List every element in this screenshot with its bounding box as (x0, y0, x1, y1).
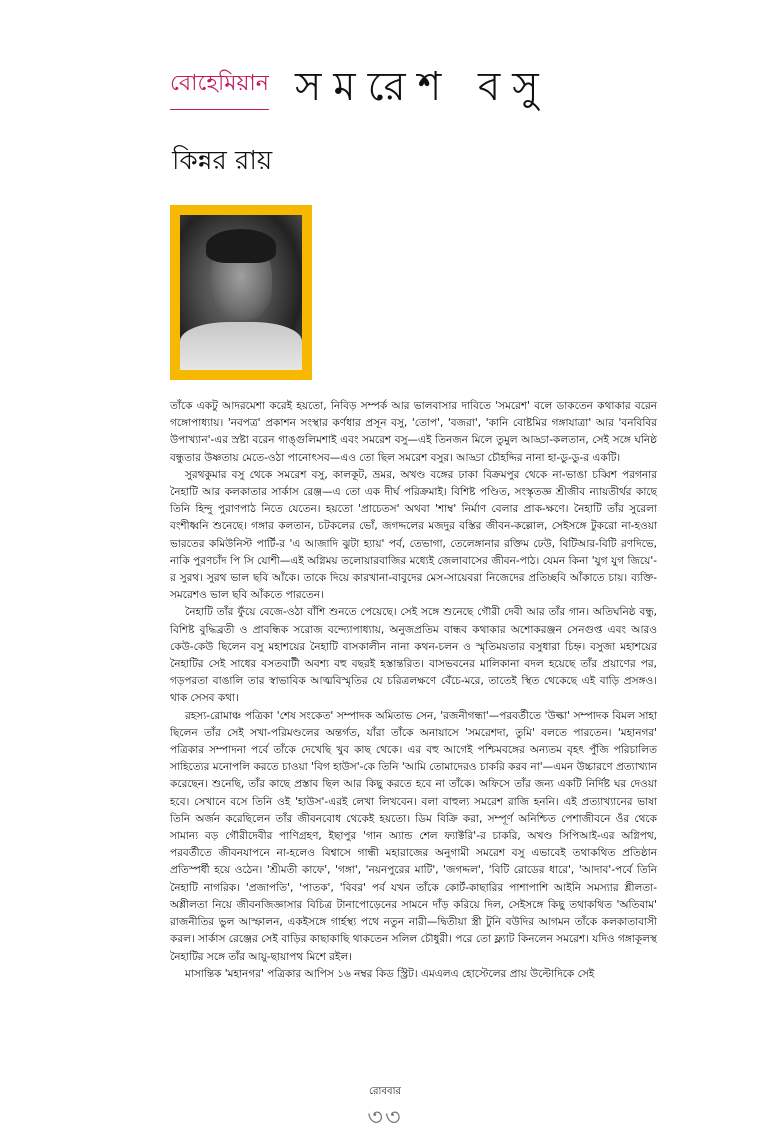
paragraph: সুরথকুমার বসু থেকে সমরেশ বসু, কালকূট, ভ্রমর, অখণ্ড বঙ্গের ঢাকা বিক্রমপুর থেকে না-ভাঙা চব্বিশ পরগনার নৈহাটি আর কলকাতার সার্কাস রেঞ্জ—এ তো এক দীর্ঘ পরিক্রমাই। বিশিষ্ট পণ্ডিত, সংস্কৃতজ্ঞ শ্রীজীব ন্যায়তীর্থর কাছে তিনি হিন্দু পুরাণপাঠ নিতে যেতেন। হয়তো 'প্রাচেতস' অথবা 'শাম্ব' নির্মাণ বেলার প্রাক-ক্ষণে। নৈহাটি তাঁর সুরেলা বংশীধ্বনি শুনেছে। গঙ্গার কলতান, চটকলের ভোঁ, জগদ্দলের মজদুর বস্তির জীবন-কল্লোল, সেইসঙ্গে টুকরো না-হওয়া ভারতের কমিউনিস্ট পার্টি-র 'এ আজাদি ঝুটা হ্যায়' পর্ব, তেভাগা, তেলেঙ্গানার রক্তিম ঢেউ, বিটিআর-বিটি রণদিভে, নাকি পুরণচাঁদ পি সি যোশী—এই অগ্নিময় তলোয়ারবাজির মধ্যেই জেলাবাসের জীবন-পাঠ। যেমন কিনা 'যুগ যুগ জিয়ে'-র সুরথ। সুরথ ভাল ছবি আঁকে। তাকে দিয়ে কারখানা-বাবুদের মেস-সায়েবরা নিজেদের প্রতিচ্ছবি আঁকাতে চায়। ব্যক্তি-সমরেশও ভাল ছবি আঁকতে পারতেন। (170, 468, 657, 602)
paragraph: রহস্য-রোমাঞ্চ পত্রিকা 'শেষ সংকেত' সম্পাদক অমিতাভ সেন, 'রজনীগন্ধা'—পরবর্তীতে 'উল্কা' সম্পাদক বিমল সাহা ছিলেন তাঁর সেই সখা-পরিমণ্ডলের অন্তর্গত, যাঁরা তাঁকে অনায়াসে 'সমরেশদা, তুমি' বলতে পারতেন। 'মহানগর' পত্রিকার সম্পাদনা পর্বে তাঁকে দেখেছি খুব কাছ থেকে। এর বহু আগেই পশ্চিমবঙ্গের অন্যতম বৃহৎ পুঁজি পরিচালিত সাহিত্যের মনোপলি করতে চাওয়া 'বিগ হাউস'-কে তিনি 'আমি তোমাদেরও চাকরি করব না'—এমন উচ্চারণে প্রত্যাখ্যান করেছেন। শুনেছি, তাঁর কাছে প্রস্তাব ছিল আর কিছু করতে হবে না তাঁকে। অফিসে তাঁর জন্য একটি নির্দিষ্ট ঘর দেওয়া হবে। সেখানে বসে তিনি ওই 'হাউস'-এরই লেখা লিখবেন। বলা বাহুল্য সমরেশ রাজি হননি। এই প্রত্যাখ্যানের ভাষা তিনি অর্জন করেছিলেন তাঁর জীবনবোধ থেকেই হয়তো। ডিম বিক্রি করা, সম্পূর্ণ অনিশ্চিত পেশাজীবনে ওঁর থেকে সামান্য বড় গৌরীদেবীর পাণিগ্রহণ, ইছাপুর 'গান অ্যান্ড শেল ফ্যাক্টরি'-র চাকরি, অখণ্ড সিপিআই-এর অগ্নিপথ, পরবর্তীতে জীবনযাপনে না-হলেও বিশ্বাসে গান্ধী মহারাজের অনুগামী সমরেশ বসু এভাবেই তথাকথিত প্রতিষ্ঠান প্রতিস্পর্ধী হয়ে ওঠেন। 'শ্রীমতী কাফে', 'গঙ্গা', 'নয়নপুরের মাটি', 'জগদ্দল', 'বিটি রোডের ধারে', 'আদাব'-পর্বে তিনি নৈহাটি নাগরিক। 'প্রজাপতি', 'পাতক', 'বিবর' পর্ব যখন তাঁকে কোর্ট-কাছারির পাশাপাশি আইনি সমস্যার শ্লীলতা-অশ্লীলতা নিয়ে জীবনজিজ্ঞাসার বিচিত্র টানাপোড়েনের সামনে দাঁড় করিয়ে দিল, সেইসঙ্গে কিছু তথাকথিত 'অতিবাম' রাজনীতির ভুল আস্ফালন, একইসঙ্গে গার্হস্থ্য পথে নতুন নারী—দ্বিতীয়া স্ত্রী টুনি বউদির আগমন তাঁকে কলকাতাবাসী করল। সার্কাস রেঞ্জের সেই বাড়ির কাছাকাছি থাকতেন সলিল চৌধুরী। পরে তো ফ্ল্যাট কিনলেন সমরেশ। যদিও গঙ্গাকূলস্থ নৈহাটির সঙ্গে তাঁর আয়ু-ছায়াপথ মিশে রইল। (170, 709, 657, 963)
article-title: সমরেশ বসু (294, 64, 551, 110)
portrait-shirt (180, 322, 302, 370)
paragraph: মাসান্তিক 'মহানগর' পত্রিকার আপিস ১৬ নম্বর কিড স্ট্রিট। এমএলএ হোস্টেলের প্রায় উল্টোদিকে সেই (185, 967, 595, 980)
paragraph: তাঁকে একটু আদরমেশা করেই হয়তো, নিবিড় সম্পর্ক আর ভালবাসার দাবিতে 'সমরেশ' বলে ডাকতেন কথাকার বরেন গঙ্গোপাধ্যায়। 'নবপত্র' প্রকাশন সংস্থার কর্ণধার প্রসূন বসু, 'তোপ', 'বজরা', 'কানি বোষ্টমির গঙ্গাযাত্রা' আর 'বনবিবির উপাখ্যান'-এর স্রষ্টা বরেন গাঙ্গুলিমশাই এবং সমরেশ বসু—এই তিনজন মিলে তুমুল আড্ডা-কলতান, সেই সঙ্গে ঘনিষ্ঠ বন্ধুতার উষ্ণতায় মেতে-ওঠা পানোৎসব—এও তো ছিল সমরেশ বসুর। আড্ডা চৌহদ্দির নানা হা-ডু-ডু-র একটি। (170, 400, 657, 464)
article-header (170, 62, 551, 110)
article-body (170, 398, 657, 983)
paragraph: নৈহাটি তাঁর ফুঁয়ে বেজে-ওঠা বাঁশি শুনতে পেয়েছে। সেই সঙ্গে শুনেছে গৌরী দেবী আর তাঁর গান। অতিঘনিষ্ঠ বন্ধু, বিশিষ্ট বুদ্ধিব্রতী ও প্রাবন্ধিক সরোজ বন্দ্যোপাধ্যায়, অনুজপ্রতিম বান্ধব কথাকার অশোকরঞ্জন সেনগুপ্ত এবং আরও কেউ-কেউ ছিলেন বসু মহাশয়ের নৈহাটি বাসকালীন নানা কথন-চলন ও স্মৃতিময়তার বসুধারা চিহ্ন। বসুজা মহাশয়ের নৈহাটির সেই সাধের বসতবাটী অবশ্য বহু বছরই হস্তান্তরিত। বাসভবনের মালিকানা বদল হয়েছে তাঁর প্রয়াণের পর, গড়পরতা বাঙালি তার স্বাভাবিক আত্মবিস্মৃতির যে চরিত্রলক্ষণে বেঁচে-মরে, তাতেই স্থিত থেকেছে এই বাড়ি প্রসঙ্গও। থাক সেসব কথা। (170, 606, 657, 705)
portrait-image (180, 215, 302, 370)
author-photo (170, 205, 312, 380)
page-number: ৩৩ (367, 1103, 403, 1131)
publication-name: রোববার (369, 1086, 401, 1097)
author-name: কিন্নর রায় (172, 146, 273, 176)
portrait-hair (206, 229, 276, 263)
page-footer (0, 1084, 770, 1139)
column-name: বোহেমিয়ান (170, 66, 269, 110)
